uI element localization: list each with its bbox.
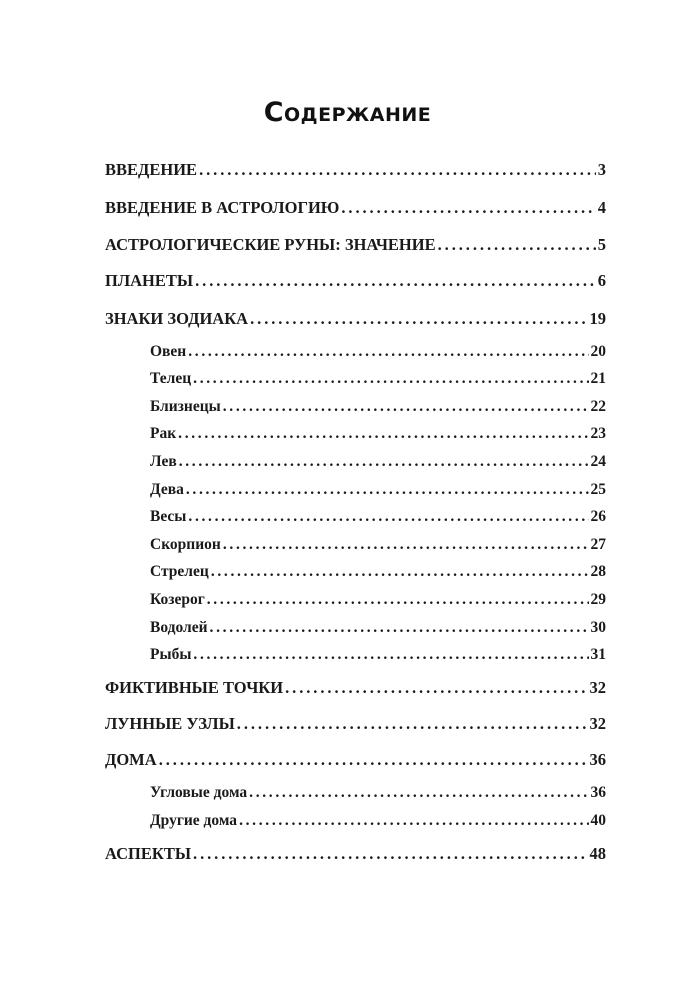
toc-entry-label: Водолей: [150, 619, 208, 636]
toc-entry-label: Стрелец: [150, 563, 209, 580]
toc-entry[interactable]: [105, 198, 606, 218]
page-title: Содержание: [263, 97, 432, 128]
toc-entry-page: 5: [597, 235, 606, 254]
toc-entry-label: ПЛАНЕТЫ: [105, 271, 194, 290]
toc-subentry[interactable]: [150, 535, 606, 555]
toc-entry-page: 6: [597, 271, 606, 290]
dot-leader: [237, 714, 588, 734]
dot-leader: [239, 811, 588, 831]
dot-leader: [178, 424, 588, 444]
toc-entry-page: 32: [589, 678, 606, 697]
toc-entry-page: 36: [589, 750, 606, 769]
toc-entry-page: 28: [590, 563, 606, 580]
toc-entry-page: 36: [590, 784, 606, 801]
dot-leader: [438, 235, 596, 255]
toc-entry-label: ЛУННЫЕ УЗЛЫ: [105, 714, 235, 733]
toc-entry-page: 30: [590, 619, 606, 636]
dot-leader: [159, 750, 588, 770]
toc-entry-label: АСТРОЛОГИЧЕСКИЕ РУНЫ: ЗНАЧЕНИЕ: [105, 235, 436, 254]
toc-entry-label: ВВЕДЕНИЕ В АСТРОЛОГИЮ: [105, 198, 340, 217]
toc-entry-label: ЗНАКИ ЗОДИАКА: [105, 309, 249, 328]
dot-leader: [207, 590, 589, 610]
dot-leader: [186, 480, 589, 500]
toc-entry-label: Скорпион: [150, 536, 221, 553]
toc-entry-page: 31: [590, 646, 606, 663]
toc-subentry[interactable]: [150, 452, 606, 472]
toc-entry-label: АСПЕКТЫ: [105, 844, 192, 863]
toc-entry[interactable]: [105, 750, 606, 770]
toc-entry-label: Рак: [150, 425, 177, 442]
toc-entry[interactable]: [105, 271, 606, 291]
toc-entry-label: Другие дома: [150, 812, 238, 829]
dot-leader: [193, 844, 587, 864]
toc-entry-label: Рыбы: [150, 646, 192, 663]
dot-leader: [210, 618, 589, 638]
dot-leader: [188, 507, 588, 527]
toc-entry[interactable]: [105, 309, 606, 329]
toc-entry-page: 27: [590, 536, 606, 553]
toc-subentry[interactable]: [150, 783, 606, 803]
toc-subentry[interactable]: [150, 480, 606, 500]
toc-subentry[interactable]: [150, 562, 606, 582]
toc-subentry[interactable]: [150, 590, 606, 610]
toc-entry-label: Весы: [150, 508, 187, 525]
dot-leader: [193, 645, 588, 665]
toc-entry-page: 19: [589, 309, 606, 328]
toc-entry-page: 23: [590, 425, 606, 442]
toc-entry-page: 4: [597, 198, 606, 217]
dot-leader: [211, 562, 589, 582]
toc-entry-page: 21: [590, 370, 606, 387]
toc-entry-label: Телец: [150, 370, 192, 387]
toc-entry[interactable]: [105, 714, 606, 734]
toc-entry-page: 29: [590, 591, 606, 608]
dot-leader: [199, 160, 596, 180]
dot-leader: [188, 342, 588, 362]
toc-entry-label: Козерог: [150, 591, 205, 608]
toc-entry-page: 3: [597, 160, 606, 179]
toc-entry-page: 48: [589, 844, 606, 863]
toc-subentry[interactable]: [150, 342, 606, 362]
toc-subentry[interactable]: [150, 811, 606, 831]
toc-entry-label: Близнецы: [150, 398, 221, 415]
toc-entry-label: Угловые дома: [150, 784, 248, 801]
toc-subentry[interactable]: [150, 397, 606, 417]
toc-entry-page: 26: [590, 508, 606, 525]
toc-subentry[interactable]: [150, 424, 606, 444]
toc-entry-label: ВВЕДЕНИЕ: [105, 160, 198, 179]
toc-entry-page: 22: [590, 398, 606, 415]
dot-leader: [285, 678, 587, 698]
dot-leader: [179, 452, 589, 472]
dot-leader: [223, 535, 589, 555]
toc-entry-label: ФИКТИВНЫЕ ТОЧКИ: [105, 678, 284, 697]
toc-entry[interactable]: [105, 160, 606, 180]
toc-subentry[interactable]: [150, 645, 606, 665]
toc-entry-label: ДОМА: [105, 750, 157, 769]
toc-entry-label: Лев: [150, 453, 177, 470]
toc-entry-page: 24: [590, 453, 606, 470]
toc-subentry[interactable]: [150, 369, 606, 389]
dot-leader: [223, 397, 589, 417]
toc-subentry[interactable]: [150, 507, 606, 527]
dot-leader: [193, 369, 588, 389]
dot-leader: [341, 198, 595, 218]
toc-entry-page: 20: [590, 343, 606, 360]
toc-entry-page: 40: [590, 812, 606, 829]
toc-entry[interactable]: [105, 678, 606, 698]
dot-leader: [195, 271, 596, 291]
dot-leader: [250, 309, 587, 329]
dot-leader: [249, 783, 588, 803]
toc-entry[interactable]: [105, 844, 606, 864]
toc-entry[interactable]: [105, 235, 606, 255]
toc-entry-page: 25: [590, 481, 606, 498]
toc-entry-label: Овен: [150, 343, 187, 360]
toc-entry-page: 32: [589, 714, 606, 733]
toc-entry-label: Дева: [150, 481, 184, 498]
toc-subentry[interactable]: [150, 618, 606, 638]
